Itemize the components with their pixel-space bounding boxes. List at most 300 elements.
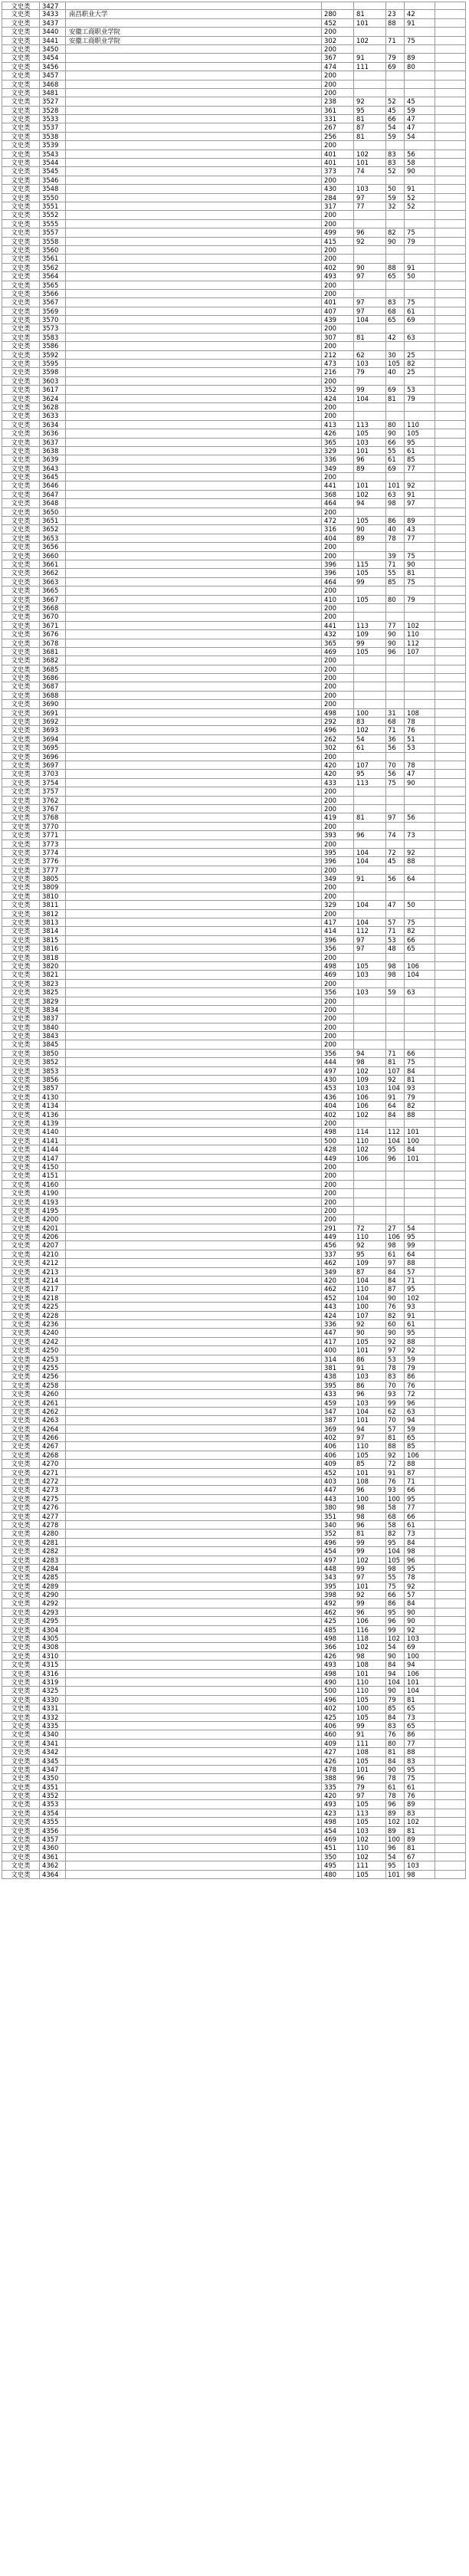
blank-cell [386,1181,405,1188]
table-row [2,473,466,481]
score-english-cell [435,1617,466,1625]
score-total-cell: 356 [322,1050,354,1057]
score-total-cell: 361 [322,107,354,114]
table-row [2,1513,466,1521]
table-row [2,1582,466,1591]
score-english-cell [435,1748,466,1756]
blank-cell: 69 [386,386,405,393]
table-row [2,1320,466,1329]
score-total-cell: 462 [322,1608,354,1616]
score-chinese-cell: 105 [354,569,386,577]
score-chinese-cell: 105 [354,1871,386,1878]
score-english-cell [435,604,466,612]
score-math-cell: 89 [405,54,435,61]
score-math-cell [405,377,435,385]
code-cell: 3569 [40,307,66,315]
score-total-cell: 200 [322,1189,354,1197]
category-cell: 文史类 [2,1748,40,1756]
score-total-cell: 432 [322,630,354,638]
score-math-cell: 47 [405,123,435,131]
code-cell: 3586 [40,342,66,350]
table-row [2,954,466,962]
score-chinese-cell: 101 [354,1766,386,1773]
school-name-cell [66,141,322,149]
score-total-cell: 200 [322,1198,354,1206]
school-name-cell [66,1111,322,1119]
table-row [2,1268,466,1276]
table-row [2,1608,466,1617]
school-name-cell [66,674,322,682]
table-row [2,1408,466,1416]
score-math-cell: 57 [405,1268,435,1276]
score-total-cell: 496 [322,1539,354,1546]
category-cell: 文史类 [2,465,40,472]
blank-cell: 57 [386,1425,405,1433]
score-chinese-cell: 98 [354,1503,386,1511]
score-math-cell: 50 [405,272,435,280]
code-cell: 4213 [40,1268,66,1276]
table-row [2,1067,466,1076]
blank-cell: 70 [386,1382,405,1389]
score-english-cell [435,412,466,419]
score-english-cell [435,1364,466,1372]
score-total-cell: 469 [322,648,354,656]
score-math-cell [405,281,435,289]
blank-cell: 40 [386,525,405,533]
score-chinese-cell: 96 [354,1486,386,1493]
score-chinese-cell: 102 [354,1111,386,1119]
score-total-cell: 438 [322,1372,354,1380]
category-cell: 文史类 [2,918,40,926]
code-cell: 4206 [40,1233,66,1240]
code-cell: 3454 [40,54,66,61]
score-chinese-cell [354,604,386,612]
score-total-cell: 439 [322,316,354,324]
school-name-cell [66,1312,322,1319]
score-total-cell: 302 [322,37,354,44]
category-cell: 文史类 [2,1477,40,1485]
code-cell: 4160 [40,1181,66,1188]
score-english-cell [435,115,466,123]
category-cell: 文史类 [2,770,40,777]
score-math-cell [405,665,435,673]
score-total-cell: 444 [322,1058,354,1066]
blank-cell: 96 [386,1800,405,1808]
school-name-cell [66,1408,322,1415]
score-math-cell: 77 [405,465,435,472]
score-total-cell: 401 [322,159,354,166]
blank-cell [386,211,405,219]
blank-cell: 93 [386,1486,405,1493]
blank-cell: 47 [386,901,405,909]
score-math-cell: 92 [405,1626,435,1634]
score-chinese-cell: 104 [354,1294,386,1302]
category-cell: 文史类 [2,1853,40,1861]
category-cell: 文史类 [2,1827,40,1835]
score-english-cell [435,1530,466,1537]
table-row [2,648,466,656]
code-cell: 3637 [40,439,66,446]
score-english-cell [435,1128,466,1135]
blank-cell: 39 [386,552,405,560]
school-name-cell [66,1714,322,1721]
blank-cell: 23 [386,10,405,18]
score-total-cell: 498 [322,962,354,970]
table-row [2,622,466,630]
score-math-cell: 88 [405,1259,435,1267]
score-total-cell: 423 [322,1809,354,1817]
score-english-cell [435,1809,466,1817]
score-chinese-cell: 89 [354,465,386,472]
score-math-cell: 65 [405,1722,435,1730]
score-chinese-cell [354,1163,386,1171]
score-english-cell [435,700,466,708]
school-name-cell [66,709,322,717]
blank-cell: 32 [386,202,405,210]
table-row [2,656,466,665]
school-name-cell [66,1495,322,1503]
score-math-cell [405,1181,435,1188]
code-cell: 4275 [40,1495,66,1503]
category-cell: 文史类 [2,1032,40,1040]
score-total-cell: 464 [322,578,354,586]
school-name-cell [66,71,322,79]
school-name-cell [66,1539,322,1546]
score-total-cell: 419 [322,813,354,821]
score-total-cell: 347 [322,1408,354,1415]
school-name-cell [66,569,322,577]
score-total-cell: 498 [322,1128,354,1135]
score-math-cell: 86 [405,1372,435,1380]
score-total-cell: 493 [322,1800,354,1808]
score-math-cell: 102 [405,622,435,629]
category-cell: 文史类 [2,936,40,944]
score-chinese-cell: 83 [354,718,386,725]
score-total-cell: 498 [322,1818,354,1825]
blank-cell: 98 [386,499,405,507]
score-math-cell: 108 [405,709,435,717]
score-chinese-cell [354,71,386,79]
blank-cell: 93 [386,1390,405,1398]
code-cell: 3850 [40,1050,66,1057]
blank-cell [386,508,405,516]
code-cell: 3767 [40,805,66,813]
code-cell: 3777 [40,866,66,874]
table-row [2,517,466,525]
table-row [2,368,466,376]
code-cell: 4345 [40,1757,66,1765]
score-total-cell: 500 [322,1137,354,1145]
score-total-cell: 256 [322,133,354,140]
table-row [2,10,466,18]
school-name-cell [66,1364,322,1372]
school-name-cell [66,246,322,254]
school-name-cell [66,918,322,926]
table-row [2,89,466,97]
table-row [2,586,466,595]
score-chinese-cell: 102 [354,491,386,498]
score-math-cell [405,1024,435,1031]
code-cell: 4150 [40,1163,66,1171]
category-cell: 文史类 [2,37,40,44]
score-math-cell: 84 [405,1145,435,1153]
score-math-cell: 53 [405,744,435,751]
school-name-cell [66,386,322,393]
code-cell: 4261 [40,1399,66,1407]
table-row [2,1102,466,1110]
score-total-cell: 200 [322,1040,354,1048]
score-chinese-cell [354,45,386,53]
score-total-cell: 200 [322,674,354,682]
blank-cell: 99 [386,1399,405,1407]
code-cell: 3816 [40,945,66,952]
score-total-cell: 291 [322,1224,354,1232]
score-total-cell: 200 [322,543,354,550]
category-cell: 文史类 [2,656,40,664]
code-cell: 3812 [40,910,66,918]
blank-cell: 52 [386,97,405,105]
code-cell: 3823 [40,980,66,987]
blank-cell: 90 [386,1329,405,1336]
score-total-cell: 417 [322,1338,354,1346]
score-english-cell [435,988,466,996]
score-english-cell [435,630,466,638]
score-english-cell [435,246,466,254]
score-chinese-cell: 111 [354,63,386,71]
score-math-cell [405,753,435,761]
score-chinese-cell: 102 [354,1853,386,1861]
table-row [2,1259,466,1267]
score-math-cell: 75 [405,1058,435,1066]
blank-cell: 84 [386,1714,405,1721]
score-english-cell [435,1800,466,1808]
table-row [2,1294,466,1303]
category-cell: 文史类 [2,1460,40,1467]
blank-cell [386,255,405,262]
score-chinese-cell: 103 [354,1372,386,1380]
blank-cell [386,1014,405,1022]
school-name-cell [66,1521,322,1529]
school-name-cell [66,133,322,140]
school-name-cell [66,980,322,987]
school-name-cell [66,491,322,498]
blank-cell: 86 [386,517,405,524]
school-name-cell [66,2,322,9]
score-chinese-cell: 81 [354,133,386,140]
category-cell: 文史类 [2,1338,40,1346]
score-chinese-cell: 110 [354,1678,386,1686]
category-cell: 文史类 [2,1582,40,1590]
code-cell: 3450 [40,45,66,53]
score-math-cell [405,613,435,620]
score-total-cell: 490 [322,1678,354,1686]
score-english-cell [435,508,466,516]
score-math-cell [405,89,435,97]
score-english-cell [435,622,466,629]
school-name-cell [66,892,322,900]
code-cell: 4347 [40,1766,66,1773]
score-total-cell: 200 [322,211,354,219]
score-math-cell [405,1040,435,1048]
table-row [2,133,466,141]
score-math-cell: 69 [405,316,435,324]
code-cell: 3528 [40,107,66,114]
table-row [2,1207,466,1215]
code-cell: 4350 [40,1774,66,1782]
score-chinese-cell: 100 [354,1495,386,1503]
category-cell: 文史类 [2,1861,40,1869]
table-row [2,115,466,123]
table-row [2,1442,466,1451]
score-english-cell [435,883,466,891]
score-math-cell: 101 [405,1678,435,1686]
table-row [2,1303,466,1311]
score-english-cell [435,665,466,673]
category-cell: 文史类 [2,1276,40,1284]
score-total-cell: 430 [322,185,354,192]
score-chinese-cell: 54 [354,735,386,743]
score-chinese-cell: 99 [354,1547,386,1555]
score-chinese-cell: 113 [354,622,386,629]
school-name-cell [66,586,322,594]
school-name-cell [66,1582,322,1590]
score-chinese-cell [354,692,386,699]
category-cell: 文史类 [2,1163,40,1171]
category-cell: 文史类 [2,342,40,350]
score-math-cell: 56 [405,150,435,158]
score-total-cell: 498 [322,709,354,717]
table-row [2,1076,466,1084]
category-cell: 文史类 [2,988,40,996]
score-total-cell: 200 [322,700,354,708]
category-cell: 文史类 [2,298,40,306]
score-english-cell [435,123,466,131]
school-name-cell [66,787,322,795]
school-name-cell [66,1233,322,1240]
blank-cell: 61 [386,1783,405,1791]
table-row [2,1495,466,1503]
category-cell: 文史类 [2,1678,40,1686]
score-chinese-cell: 105 [354,517,386,524]
score-chinese-cell: 81 [354,1530,386,1537]
score-chinese-cell [354,290,386,297]
category-cell: 文史类 [2,1696,40,1704]
score-math-cell [405,141,435,149]
school-name-cell [66,1774,322,1782]
category-cell: 文史类 [2,1809,40,1817]
score-math-cell: 88 [405,1460,435,1467]
code-cell: 4331 [40,1704,66,1712]
category-cell: 文史类 [2,211,40,219]
blank-cell: 90 [386,1294,405,1302]
blank-cell: 79 [386,54,405,61]
score-chinese-cell [354,700,386,708]
score-english-cell [435,656,466,664]
score-total-cell: 200 [322,805,354,813]
score-english-cell [435,334,466,341]
category-cell: 文史类 [2,1652,40,1660]
school-name-cell: 安徽工商职业学院 [66,37,322,44]
category-cell: 文史类 [2,779,40,787]
category-cell: 文史类 [2,910,40,918]
school-name-cell [66,1469,322,1477]
score-english-cell [435,1355,466,1363]
blank-cell [386,674,405,682]
score-chinese-cell [354,1024,386,1031]
table-row [2,176,466,185]
table-row [2,980,466,988]
score-total-cell: 380 [322,1503,354,1511]
blank-cell: 54 [386,1853,405,1861]
code-cell: 4210 [40,1250,66,1258]
score-english-cell [435,1722,466,1730]
score-total-cell: 316 [322,525,354,533]
category-cell: 文史类 [2,1050,40,1057]
score-english-cell [435,1390,466,1398]
category-cell: 文史类 [2,1215,40,1223]
code-cell: 3814 [40,927,66,935]
score-math-cell [405,324,435,332]
blank-cell: 62 [386,1408,405,1415]
score-math-cell: 63 [405,988,435,996]
score-total-cell: 200 [322,281,354,289]
code-cell: 3656 [40,543,66,550]
score-english-cell [435,1425,466,1433]
score-english-cell [435,89,466,97]
score-english-cell [435,1652,466,1660]
table-row [2,1835,466,1844]
category-cell: 文史类 [2,560,40,568]
blank-cell: 61 [386,455,405,463]
score-english-cell [435,45,466,53]
score-math-cell: 92 [405,1346,435,1354]
category-cell: 文史类 [2,954,40,961]
score-math-cell: 77 [405,534,435,542]
category-cell: 文史类 [2,552,40,560]
category-cell: 文史类 [2,1250,40,1258]
blank-cell: 95 [386,1145,405,1153]
code-cell: 4285 [40,1573,66,1581]
school-name-cell [66,238,322,245]
code-cell: 4355 [40,1818,66,1825]
code-cell: 4144 [40,1145,66,1153]
table-row [2,508,466,517]
score-english-cell [435,1704,466,1712]
score-math-cell: 79 [405,1364,435,1372]
code-cell: 3834 [40,1006,66,1014]
table-row [2,945,466,953]
score-math-cell: 95 [405,1766,435,1773]
category-cell: 文史类 [2,630,40,638]
category-cell: 文史类 [2,508,40,516]
school-name-cell [66,1285,322,1293]
code-cell: 3567 [40,298,66,306]
table-row [2,1757,466,1766]
score-english-cell [435,1670,466,1677]
table-row [2,1058,466,1066]
school-name-cell [66,560,322,568]
blank-cell: 102 [386,1818,405,1825]
category-cell: 文史类 [2,246,40,254]
school-name-cell [66,1530,322,1537]
school-name-cell [66,1268,322,1276]
score-english-cell [435,316,466,324]
table-row [2,1460,466,1468]
school-name-cell [66,19,322,27]
score-total-cell: 460 [322,1730,354,1738]
school-name-cell [66,945,322,952]
category-cell: 文史类 [2,997,40,1005]
